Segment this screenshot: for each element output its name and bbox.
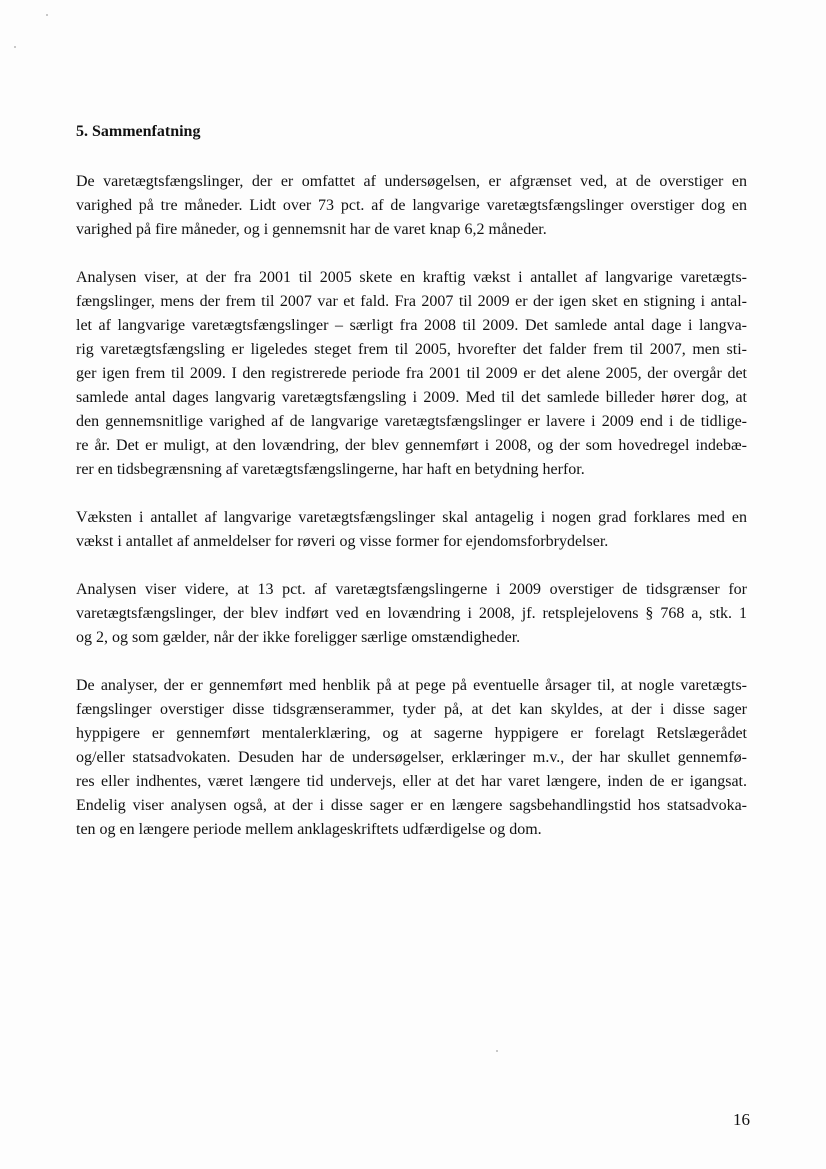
text-line: og 2, og som gælder, når der ikke foreligger særlige omstændigheder. [76, 629, 521, 646]
text-line: varighed på tre måneder. Lidt over 73 pct. af de langvarige varetægtsfængslinger overstiger dog en [76, 197, 747, 214]
text-line: rer en tidsbegrænsning af varetægtsfængslingerne, har haft en betydning herfor. [76, 461, 585, 478]
text-line: fængslinger, mens der frem til 2007 var et fald. Fra 2007 til 2009 er der igen sket en stigning i antal- [76, 293, 747, 310]
text-line: Analysen viser videre, at 13 pct. af varetægtsfængslingerne i 2009 overstiger de tidsgrænser for [76, 581, 747, 598]
text-line: vækst i antallet af anmeldelser for røveri og visse former for ejendomsforbrydelser. [76, 533, 609, 550]
text-line: samlede antal dages langvarig varetægtsfængsling i 2009. Med til det samlede billeder hører dog, at [76, 389, 747, 406]
scan-speck [14, 46, 16, 48]
paragraph-5 [76, 674, 747, 842]
text-line: hyppigere er gennemført mentalerklæring, og at sagerne hyppigere er forelagt Retslægerådet [76, 725, 747, 742]
text-line: re år. Det er muligt, at den lovændring, der blev gennemført i 2008, og der som hovedregel indebæ- [76, 437, 747, 454]
text-line: fængslinger overstiger disse tidsgrænserammer, tyder på, at det kan skyldes, at der i disse sager [76, 701, 747, 718]
paragraph-4 [76, 578, 747, 650]
page-content [76, 122, 747, 866]
text-line: ten og en længere periode mellem anklageskriftets udfærdigelse og dom. [76, 821, 542, 838]
text-line: Analysen viser, at der fra 2001 til 2005 skete en kraftig vækst i antallet af langvarige varetægts- [76, 269, 747, 286]
text-line: De varetægtsfængslinger, der er omfattet af undersøgelsen, er afgrænset ved, at de overstiger en [76, 173, 747, 190]
text-line: ger igen frem til 2009. I den registrerede periode fra 2001 til 2009 er det alene 2005, der overgår det [76, 365, 747, 382]
text-line: varighed på fire måneder, og i gennemsnit har de varet knap 6,2 måneder. [76, 221, 547, 238]
page-number: 16 [733, 1110, 750, 1129]
scan-speck [496, 1050, 498, 1052]
text-line: let af langvarige varetægtsfængslinger – særligt fra 2008 til 2009. Det samlede antal dage i langva- [76, 317, 747, 334]
text-line: Væksten i antallet af langvarige varetægtsfængslinger skal antagelig i nogen grad forklares med en [76, 509, 747, 526]
paragraph-3 [76, 506, 747, 554]
section-heading: 5. Sammenfatning [76, 123, 201, 140]
text-line: Endelig viser analysen også, at der i disse sager er en længere sagsbehandlingstid hos statsadvoka- [76, 797, 747, 814]
text-line: res eller indhentes, været længere tid undervejs, eller at det har varet længere, inden de er igangsat. [76, 773, 747, 790]
text-line: varetægtsfængslinger, der blev indført ved en lovændring i 2008, jf. retsplejelovens § 768 a, stk. 1 [76, 605, 747, 622]
text-line: og/eller statsadvokaten. Desuden har de undersøgelser, erklæringer m.v., der har skullet gennemfø- [76, 749, 747, 766]
text-line: De analyser, der er gennemført med henblik på at pege på eventuelle årsager til, at nogle varetægts- [76, 677, 747, 694]
paragraph-2 [76, 266, 747, 482]
text-line: rig varetægtsfængsling er ligeledes steget frem til 2005, hvorefter det falder frem til 2007, men sti- [76, 341, 747, 358]
paragraph-1 [76, 170, 747, 242]
scan-speck [46, 14, 48, 16]
text-line: den gennemsnitlige varighed af de langvarige varetægtsfængslinger er lavere i 2009 end i de tidlige- [76, 413, 747, 430]
